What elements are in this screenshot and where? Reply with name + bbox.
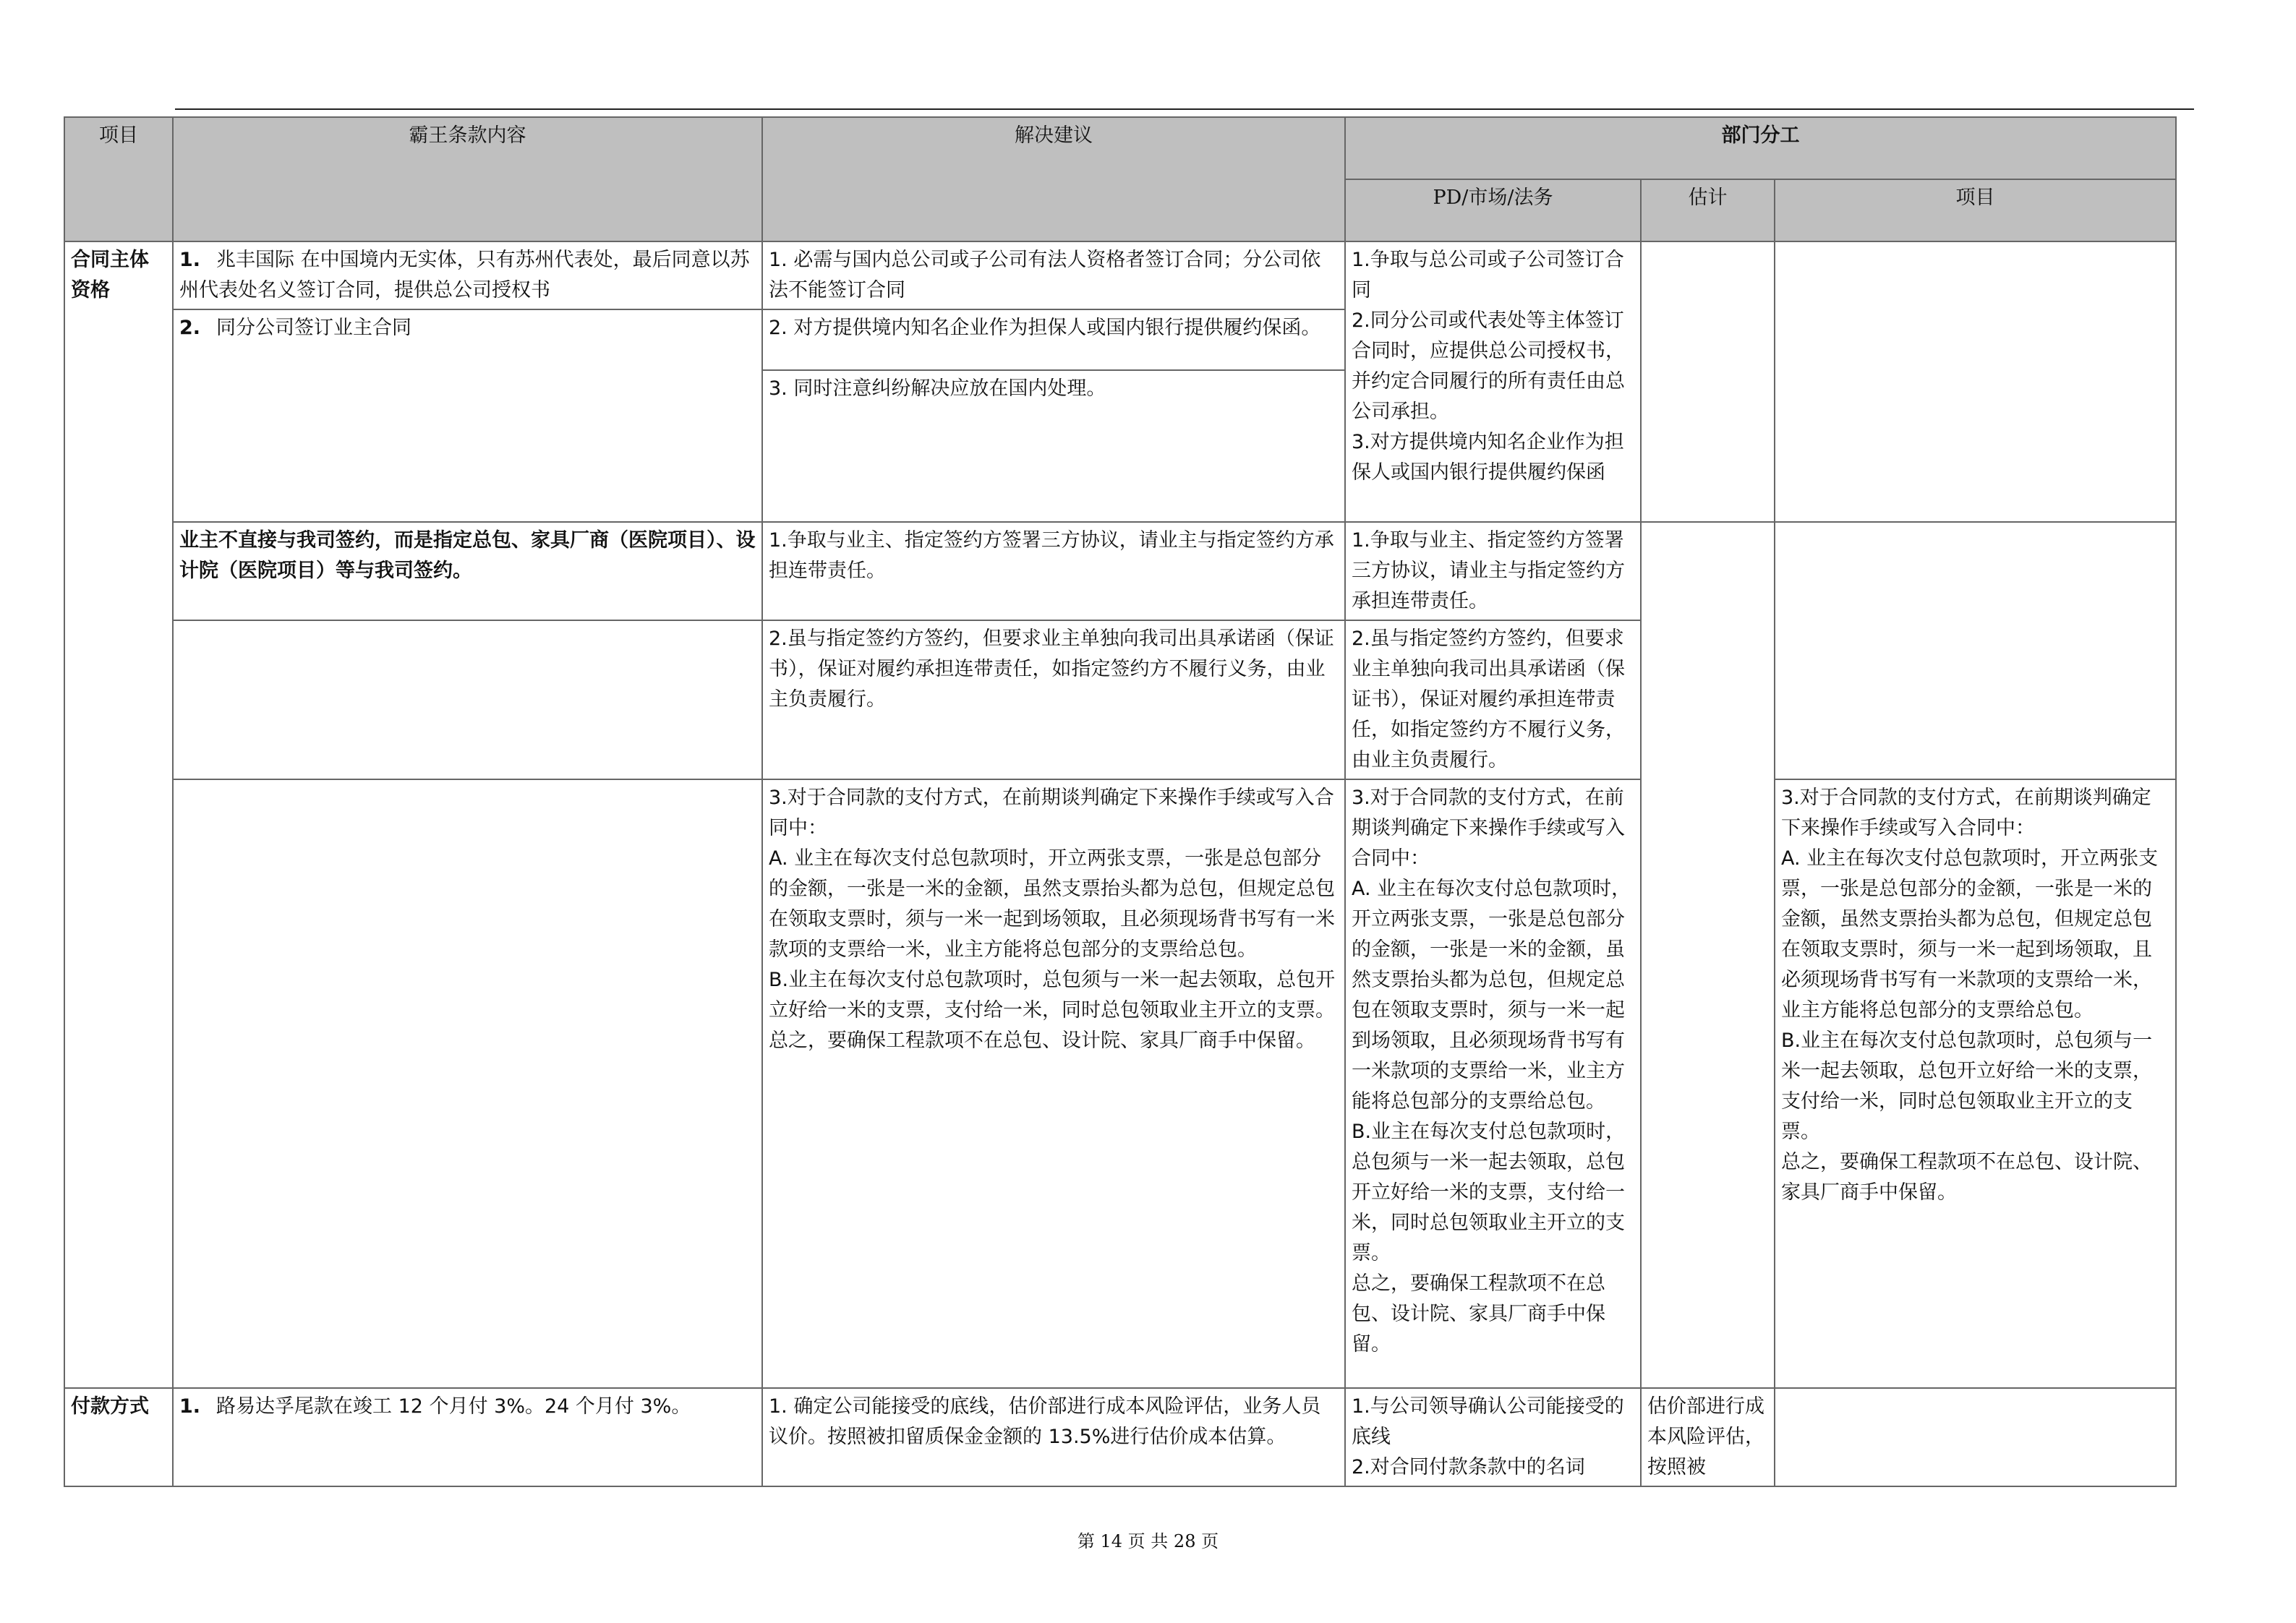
item-cell [1775,522,2176,779]
item-cell: 3.对于合同款的支付方式，在前期谈判确定下来操作手续或写入合同中： A. 业主在每次支付总包款项时，开立两张支票，一张是总包部分的金额，一张是一米的金额，虽然支票抬头都为总包，但规定总包在领取支票时，须与一米一起到场领取，且必须现场背书写有一米款项的支票给一米，业主方能将总包部分的支票给总包。 B.业主在每次支付总包款项时，总包须与一米一起去领取，总包开立好给一米的支票，支付给一米，同时总包领取业主开立的支票。 总之，要确保工程款项不在总包、设计院、家具厂商手中保留。 [1775,779,2176,1388]
clause-cell: 业主不直接与我司签约，而是指定总包、家具厂商（医院项目）、设计院（医院项目）等与我司签约。 [173,522,762,620]
pd-cell: 1.与公司领导确认公司能接受的底线 2.对合同付款条款中的名词 [1345,1388,1641,1486]
clause-cell [173,620,762,779]
suggestion-cell: 1.争取与业主、指定签约方签署三方协议，请业主与指定签约方承担连带责任。 [762,522,1345,620]
page-number: 第 14 页 共 28 页 [1077,1531,1219,1551]
header-suggestion: 解决建议 [762,117,1345,241]
clause-number: 2. [179,317,201,339]
clause-cell [173,1388,762,1486]
pd-cell: 1.争取与业主、指定签约方签署三方协议，请业主与指定签约方承担连带责任。 [1345,522,1641,620]
subheader-estimate: 估计 [1641,179,1775,241]
pd-cell: 2.虽与指定签约方签约，但要求业主单独向我司出具承诺函（保证书），保证对履约承担连带责任，如指定签约方不履行义务，由业主负责履行。 [1345,620,1641,779]
table-row [64,522,2176,620]
clause-cell [173,241,762,309]
header-clause: 霸王条款内容 [173,117,762,241]
item-cell [1775,241,2176,522]
subheader-pd: PD/市场/法务 [1345,179,1641,241]
estimate-cell [1641,522,1775,1388]
subheader-item: 项目 [1775,179,2176,241]
clause-text: 兆丰国际 在中国境内无实体，只有苏州代表处，最后同意以苏州代表处名义签订合同，提供总公司授权书 [179,249,750,301]
suggestion-cell: 3. 同时注意纠纷解决应放在国内处理。 [762,370,1345,522]
clause-cell [173,779,762,1388]
header-row [64,117,2176,179]
suggestion-cell: 3.对于合同款的支付方式，在前期谈判确定下来操作手续或写入合同中： A. 业主在每次支付总包款项时，开立两张支票，一张是总包部分的金额，一张是一米的金额，虽然支票抬头都为总包，但规定总包在领取支票时，须与一米一起到场领取，且必须现场背书写有一米款项的支票给一米，业主方能将总包部分的支票给总包。 B.业主在每次支付总包款项时，总包须与一米一起去领取，总包开立好给一米的支票，支付给一米，同时总包领取业主开立的支票。 总之，要确保工程款项不在总包、设计院、家具厂商手中保留。 [762,779,1345,1388]
suggestion-cell: 1. 确定公司能接受的底线，估价部进行成本风险评估，业务人员议价。按照被扣留质保金金额的 13.5%进行估价成本估算。 [762,1388,1345,1486]
table-row [64,1388,2176,1486]
suggestion-cell: 1. 必需与国内总公司或子公司有法人资格者签订合同；分公司依法不能签订合同 [762,241,1345,309]
header-item: 项目 [64,117,173,241]
clause-number: 1. [179,1395,201,1418]
suggestion-cell: 2.虽与指定签约方签约，但要求业主单独向我司出具承诺函（保证书），保证对履约承担连带责任，如指定签约方不履行义务，由业主负责履行。 [762,620,1345,779]
header-department: 部门分工 [1345,117,2176,179]
clause-cell [173,309,762,522]
clause-text: 路易达孚尾款在竣工 12 个月付 3%。24 个月付 3%。 [216,1395,691,1418]
suggestion-cell: 2. 对方提供境内知名企业作为担保人或国内银行提供履约保函。 [762,309,1345,370]
estimate-cell [1641,241,1775,522]
clause-number: 1. [179,249,201,271]
clause-text: 同分公司签订业主合同 [216,317,412,339]
category-contract-qualification: 合同主体资格 [64,241,173,1388]
header-rule [175,108,2194,110]
clause-table [64,116,2177,1487]
estimate-cell: 估价部进行成本风险评估，按照被 [1641,1388,1775,1486]
table-row [64,241,2176,309]
pd-cell: 3.对于合同款的支付方式，在前期谈判确定下来操作手续或写入合同中： A. 业主在每次支付总包款项时，开立两张支票，一张是总包部分的金额，一张是一米的金额，虽然支票抬头都为总包，但规定总包在领取支票时，须与一米一起到场领取，且必须现场背书写有一米款项的支票给一米，业主方能将总包部分的支票给总包。 B.业主在每次支付总包款项时，总包须与一米一起去领取，总包开立好给一米的支票，支付给一米，同时总包领取业主开立的支票。 总之，要确保工程款项不在总包、设计院、家具厂商手中保留。 [1345,779,1641,1388]
pd-cell: 1.争取与总公司或子公司签订合同 2.同分公司或代表处等主体签订合同时，应提供总公司授权书，并约定合同履行的所有责任由总公司承担。 3.对方提供境内知名企业作为担保人或国内银行提供履约保函 [1345,241,1641,522]
table-row [64,779,2176,1388]
category-payment-method: 付款方式 [64,1388,173,1486]
item-cell [1775,1388,2176,1486]
